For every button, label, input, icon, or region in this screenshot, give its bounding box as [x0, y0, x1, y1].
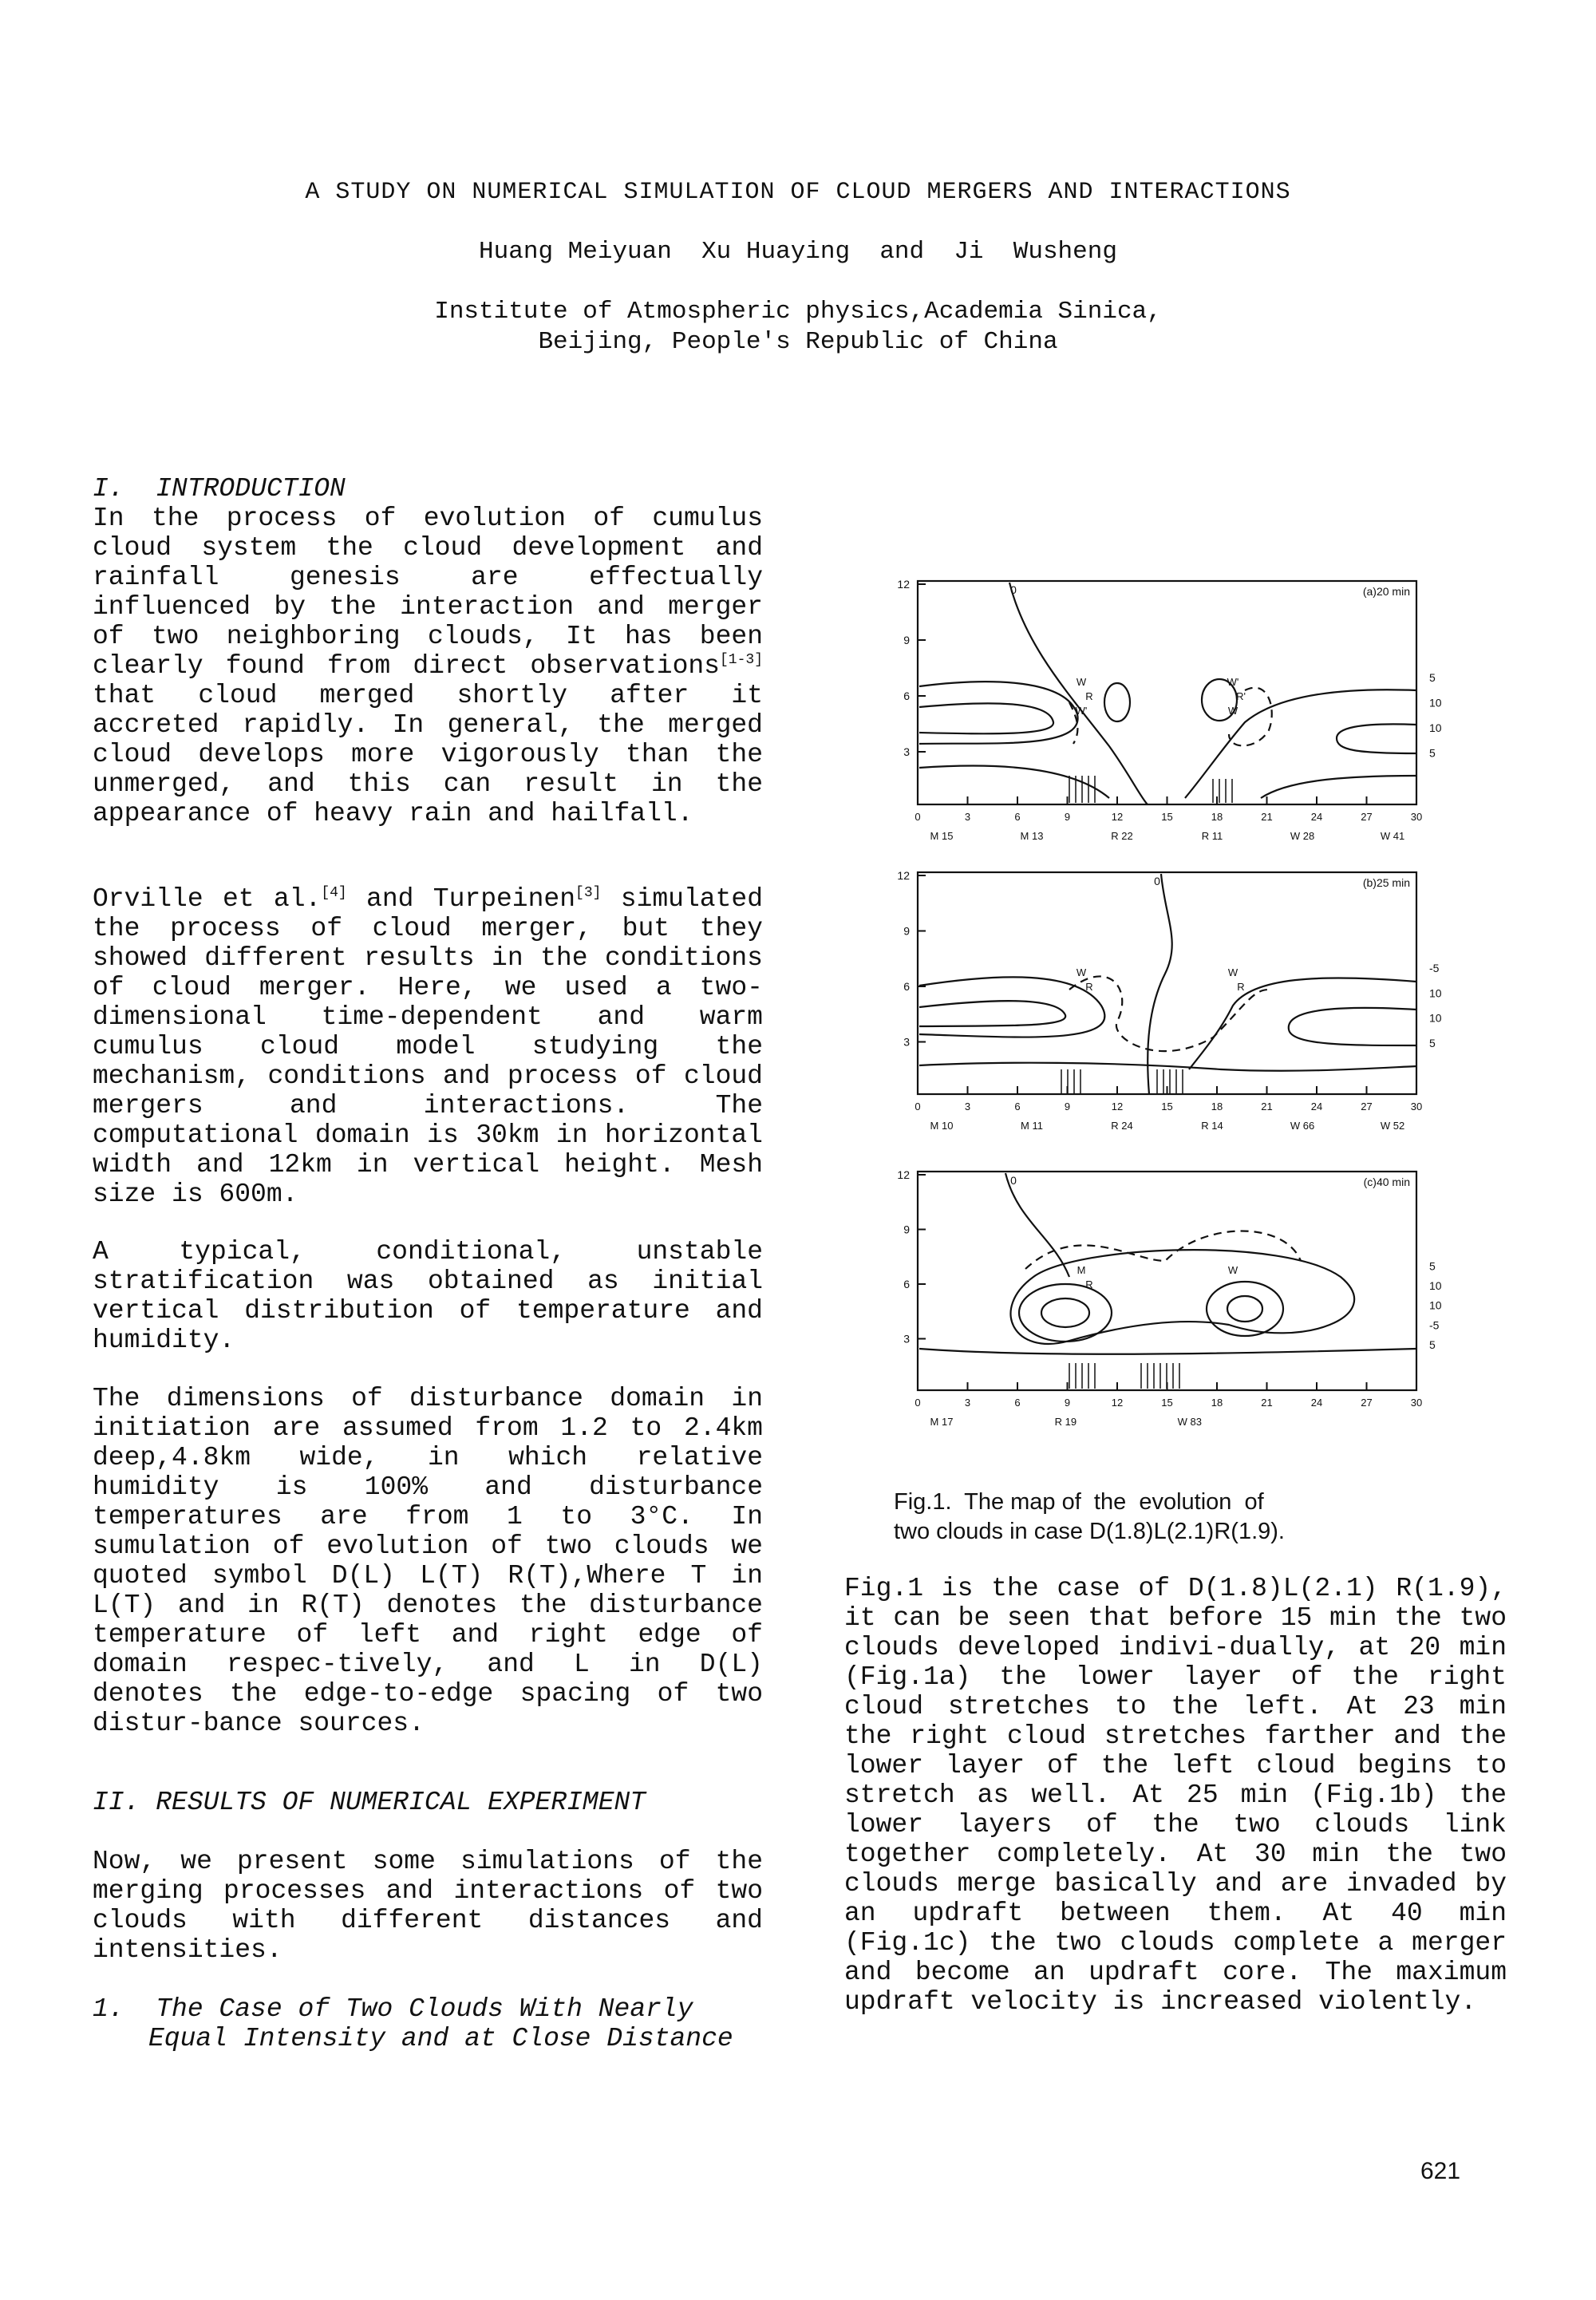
extreme-value-label: R 22 — [1111, 830, 1133, 842]
y-tick-label: 9 — [903, 924, 910, 938]
contour-value-label: 5 — [1429, 746, 1436, 760]
contour-value-label: -5 — [1429, 1318, 1440, 1332]
x-tick-label: 30 — [1410, 811, 1423, 823]
panel-c-left-core-outer — [1019, 1284, 1112, 1342]
x-tick-label: 21 — [1261, 1397, 1273, 1409]
authors: Huang Meiyuan Xu Huaying and Ji Wusheng — [479, 238, 1117, 266]
x-tick-label: 3 — [964, 1397, 971, 1409]
contour-label-zero: 0 — [1010, 1174, 1017, 1187]
y-tick-label: 9 — [903, 1223, 910, 1236]
x-tick-label: 3 — [964, 811, 971, 823]
intro-paragraph-2: Orville et al.[4] and Turpeinen[3] simulated the process of cloud merger, but they showed different results in the conditions of cloud merger. Here, we used a two-dimensional time-dependent and warm cumulus cloud model studying the mechanism, conditions and process of cloud mergers and interactions. The computational domain is 30km in horizontal width and 12km in vertical height. Mesh size is 600m. — [93, 884, 763, 1209]
contour-value-label: 5 — [1429, 1259, 1436, 1273]
y-tick-label: 6 — [903, 1278, 910, 1290]
extreme-value-label: R 24 — [1111, 1120, 1133, 1132]
contour-value-label: 10 — [1429, 1011, 1442, 1025]
contour-marker-label: R — [1085, 981, 1093, 993]
panel-c-zero-line — [1005, 1173, 1069, 1277]
x-tick-label: 12 — [1111, 1397, 1124, 1409]
contour-marker-label: W — [1227, 705, 1238, 717]
panel-c-frame — [918, 1172, 1416, 1390]
panel-c-merged-outer — [1011, 1250, 1355, 1344]
x-tick-label: 0 — [915, 1397, 921, 1409]
contour-marker-label: R' — [1236, 690, 1246, 702]
contour-marker-label: M — [1077, 1264, 1086, 1276]
contour-value-label: 5 — [1429, 671, 1436, 684]
y-tick-label: 9 — [903, 634, 910, 646]
contour-marker-label: W' — [1075, 705, 1088, 717]
right-column — [844, 1574, 1507, 2017]
section-2-heading: II. RESULTS OF NUMERICAL EXPERIMENT — [93, 1788, 646, 1817]
panel-a-left-cloud-inner — [919, 703, 1053, 733]
extreme-value-label: R 14 — [1201, 1120, 1223, 1132]
x-tick-label: 21 — [1261, 1101, 1273, 1112]
y-tick-label: 3 — [903, 1035, 910, 1049]
contour-marker-label: W' — [1227, 676, 1239, 688]
extreme-value-label: W 66 — [1290, 1120, 1315, 1132]
contour-value-label: 5 — [1429, 1338, 1436, 1351]
y-tick-label: 3 — [903, 1332, 910, 1346]
section-2-block — [93, 1788, 763, 2053]
intro-paragraph-1: In the process of evolution of cumulus cloud system the cloud development and rainfall genesis are effectually influenced by the interaction and merger of two neighboring clouds, It has been clearly found from direct observations[1-3] that cloud merged shortly after it accreted rapidly. In general, the merged cloud develops more vigorously than the unmerged, and this can result in the appearance of heavy rain and hailfall. — [93, 504, 763, 828]
citation-ref: [4] — [321, 885, 347, 901]
extreme-value-label: W 41 — [1380, 830, 1405, 842]
x-tick-label: 0 — [915, 1101, 921, 1112]
intro-paragraph-2-block — [93, 884, 763, 1209]
contour-value-label: 10 — [1429, 1298, 1442, 1312]
x-tick-label: 24 — [1310, 1397, 1323, 1409]
contour-value-label: 10 — [1429, 1278, 1442, 1292]
panel-a-small-cell — [1104, 683, 1130, 721]
y-tick-label: 6 — [903, 980, 910, 993]
panel-b-zero-line — [1148, 874, 1172, 1094]
extreme-value-label: M 13 — [1020, 830, 1044, 842]
extreme-value-label: W 83 — [1177, 1416, 1202, 1428]
extreme-value-label: W 28 — [1290, 830, 1315, 842]
x-tick-label: 6 — [1014, 811, 1021, 823]
x-tick-label: 30 — [1410, 1101, 1423, 1112]
affiliation — [0, 297, 1596, 358]
contour-label-zero: 0 — [1154, 875, 1160, 887]
figure-1 — [870, 559, 1444, 1429]
x-tick-label: 6 — [1014, 1397, 1021, 1409]
contour-marker-label: R — [1085, 690, 1093, 702]
panel-b-left-cloud-inner — [919, 1001, 1065, 1026]
subsection-1-heading: 1. The Case of Two Clouds With Nearly Equal Intensity and at Close Distance — [93, 1994, 733, 2053]
rain-hatching — [1061, 776, 1232, 1389]
extreme-value-label: R 11 — [1201, 830, 1223, 842]
extreme-value-label: M 11 — [1021, 1120, 1043, 1132]
intro-paragraph-4-block — [93, 1384, 763, 1738]
panel-a-zero-line — [1009, 583, 1148, 804]
contour-marker-label: W — [1227, 966, 1238, 978]
affiliation-line-2: Beijing, People's Republic of China — [538, 328, 1058, 356]
x-tick-label: 9 — [1064, 811, 1071, 823]
x-tick-label: 3 — [964, 1101, 971, 1112]
panel-c-right-core-inner — [1227, 1296, 1262, 1322]
contour-marker-label: R — [1085, 1278, 1093, 1290]
x-tick-label: 18 — [1211, 811, 1223, 823]
panel-c-low-contour — [919, 1349, 1416, 1354]
section-1-heading: I. INTRODUCTION — [93, 474, 346, 504]
x-tick-label: 0 — [915, 811, 921, 823]
page-number: 621 — [1420, 2158, 1461, 2184]
x-tick-label: 15 — [1161, 1101, 1173, 1112]
caption-line-2: two clouds in case D(1.8)L(2.1)R(1.9). — [894, 1519, 1285, 1544]
panel-time-label: (a)20 min — [1362, 585, 1410, 598]
panel-a-frame — [918, 581, 1416, 804]
panel-time-label: (c)40 min — [1363, 1176, 1410, 1188]
contour-value-label: 10 — [1429, 696, 1442, 709]
x-tick-label: 15 — [1161, 1397, 1173, 1409]
x-tick-label: 12 — [1111, 1101, 1124, 1112]
x-tick-label: 21 — [1261, 811, 1273, 823]
x-tick-label: 27 — [1361, 1101, 1373, 1112]
paper-title: A STUDY ON NUMERICAL SIMULATION OF CLOUD MERGERS AND INTERACTIONS — [305, 179, 1291, 206]
y-tick-label: 6 — [903, 690, 910, 702]
contour-value-label: -5 — [1429, 962, 1440, 975]
y-tick-label: 12 — [897, 578, 910, 591]
extreme-value-label: M 10 — [930, 1120, 954, 1132]
caption-line-1: Fig.1. The map of the evolution of — [894, 1489, 1264, 1515]
panel-time-label: (b)25 min — [1362, 876, 1410, 889]
contour-value-label: 5 — [1429, 1036, 1436, 1049]
x-tick-label: 6 — [1014, 1101, 1021, 1112]
intro-paragraph-3: A typical, conditional, unstable stratification was obtained as initial vertical distribution of temperature and humidity. — [93, 1237, 763, 1355]
x-tick-label: 27 — [1361, 811, 1373, 823]
intro-paragraph-3-block — [93, 1237, 763, 1355]
panel-b-right-cloud-inner — [1289, 1008, 1416, 1045]
contour-marker-label: W — [1227, 1264, 1238, 1276]
extreme-value-label: M 15 — [930, 830, 954, 842]
figure-1-caption — [894, 1488, 1468, 1547]
section-2-paragraph-1: Now, we present some simulations of the merging processes and interactions of two clouds with different distances and intensities. — [93, 1847, 763, 1965]
y-tick-label: 12 — [897, 1168, 910, 1181]
panel-a-right-cloud-inner — [1337, 724, 1416, 753]
contour-label-zero: 0 — [1010, 583, 1017, 596]
y-tick-label: 3 — [903, 745, 910, 758]
panel-b-linked-low — [919, 1063, 1416, 1071]
intro-paragraph-4: The dimensions of disturbance domain in initiation are assumed from 1.2 to 2.4km deep,4.8km wide, in which relative humidity is 100% and disturbance temperatures are from 1 to 3°C. In sumulation of evolution of two clouds we quoted symbol D(L) L(T) R(T),Where T in L(T) and in R(T) denotes the disturbance temperature of left and right edge of domain respec-tively, and L in D(L) denotes the edge-to-edge spacing of two distur-bance sources. — [93, 1384, 763, 1738]
contour-value-label: 10 — [1429, 986, 1442, 1000]
x-tick-label: 12 — [1111, 811, 1124, 823]
x-tick-label: 24 — [1310, 811, 1323, 823]
panel-a-dashed-contour — [1229, 688, 1272, 746]
extreme-value-label: M 17 — [930, 1416, 954, 1428]
extreme-value-label: R 19 — [1054, 1416, 1077, 1428]
contour-value-label: 10 — [1429, 721, 1442, 734]
citation-ref: [3] — [575, 885, 602, 901]
x-tick-label: 18 — [1211, 1101, 1223, 1112]
contour-marker-label: W — [1076, 966, 1087, 978]
citation-ref: [1-3] — [719, 652, 763, 668]
x-tick-label: 15 — [1161, 811, 1173, 823]
panel-c-right-core-outer — [1207, 1282, 1283, 1336]
contour-marker-label: W — [1076, 676, 1087, 688]
results-paragraph-fig1: Fig.1 is the case of D(1.8)L(2.1) R(1.9), it can be seen that before 15 min the two clouds developed indivi-dually, at 20 min (Fig.1a) the lower layer of the right cloud stretches to the left. At 23 min the right cloud stretches farther and the lower layer of the left cloud begins to stretch as well. At 25 min (Fig.1b) the lower layers of the two clouds link together completely. At 30 min the two clouds merge basically and are invaded by an updraft between them. At 40 min (Fig.1c) the two clouds complete a merger and become an updraft core. The maximum updraft velocity is increased violently. — [844, 1574, 1507, 2017]
panel-b-frame — [918, 872, 1416, 1094]
y-tick-label: 12 — [897, 869, 910, 882]
x-tick-label: 30 — [1410, 1397, 1423, 1409]
panel-b-right-cloud-outer — [1189, 978, 1416, 1069]
panel-a-right-low — [1261, 776, 1416, 798]
affiliation-line-1: Institute of Atmospheric physics,Academia Sinica, — [434, 298, 1162, 326]
x-tick-label: 9 — [1064, 1101, 1071, 1112]
x-tick-label: 24 — [1310, 1101, 1323, 1112]
x-tick-label: 9 — [1064, 1397, 1071, 1409]
panel-a-left-low — [919, 766, 1109, 799]
contour-marker-label: R — [1237, 981, 1245, 993]
extreme-value-label: W 52 — [1380, 1120, 1405, 1132]
panel-b-left-cloud-outer — [919, 977, 1104, 1037]
x-tick-label: 18 — [1211, 1397, 1223, 1409]
panel-c-left-core-inner — [1041, 1298, 1089, 1327]
left-column — [93, 474, 763, 828]
x-tick-label: 27 — [1361, 1397, 1373, 1409]
panel-a-left-cloud-outer — [919, 682, 1078, 744]
